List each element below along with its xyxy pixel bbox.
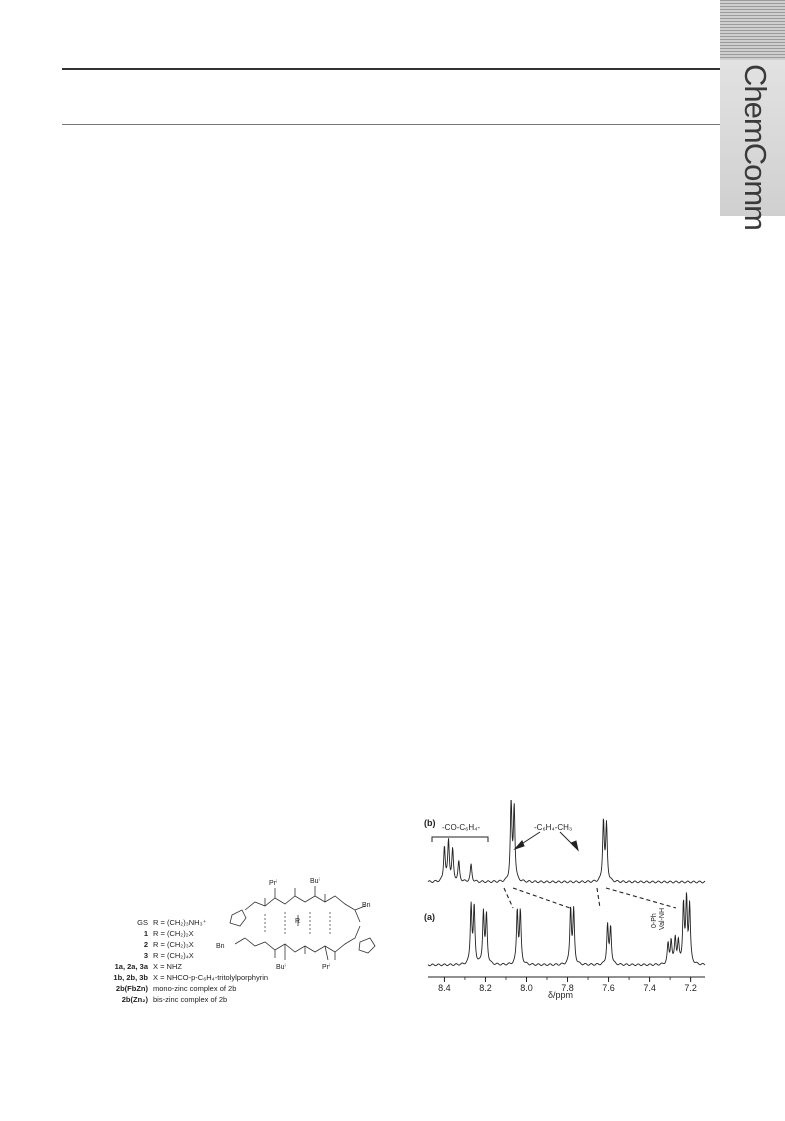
x-axis-tick-label: 7.6	[602, 983, 615, 993]
series-label-a: (a)	[424, 912, 435, 922]
annotation-o-ph: 0-Ph	[651, 913, 658, 928]
legend-row: GS R = (CH₂)₃NH₃⁺	[137, 918, 207, 927]
spectrum-trace-b	[428, 800, 705, 883]
annotation-val-nh: Val-NH	[659, 907, 666, 930]
legend-row: 1a, 2a, 3a X = NHZ	[114, 962, 182, 971]
label-bn-left: Bn	[216, 943, 225, 950]
legend-row: 2 R = (CH₂)₃X	[143, 940, 194, 949]
nmr-spectra-chart	[420, 800, 710, 1030]
header-rule-bottom	[62, 124, 720, 125]
label-bn-right: Bn	[362, 902, 371, 909]
correlation-line-1	[504, 888, 513, 908]
correlation-line-4	[606, 888, 676, 908]
nmr-figure	[420, 800, 710, 1030]
x-axis-tick-label: 7.2	[684, 983, 697, 993]
co-bracket	[432, 837, 488, 842]
x-axis-tick-label: 7.4	[643, 983, 656, 993]
series-label-b: (b)	[424, 818, 436, 828]
journal-name: ChemComm	[738, 64, 773, 230]
legend-row: 1b, 2b, 3b X = NHCO-p-C₆H₄-tritolylporphyrin	[113, 973, 269, 982]
compound-legend	[80, 917, 280, 1005]
correlation-line-3	[597, 888, 600, 908]
arrow-right-head	[571, 841, 578, 850]
label-pr-top: Prⁱ	[269, 880, 278, 887]
label-pr-bottom: Prⁱ	[322, 964, 331, 971]
legend-row: 2b(Zn₂) bis-zinc complex of 2b	[121, 995, 228, 1004]
legend-row: 1 R = (CH₂)₂X	[143, 929, 194, 938]
label-r-center: R	[295, 918, 301, 925]
label-bu-bottom: Buⁱ	[276, 964, 286, 971]
arrow-left-head	[515, 841, 524, 849]
structure-figure	[80, 860, 380, 1030]
x-axis-tick-label: 8.4	[438, 983, 451, 993]
x-axis-tick-label: 8.2	[479, 983, 492, 993]
x-axis-tick-label: 8.0	[520, 983, 533, 993]
x-axis-tick-label: 7.8	[561, 983, 574, 993]
correlation-line-2	[513, 888, 570, 908]
legend-row: 3 R = (CH₂)₄X	[143, 951, 194, 960]
legend-row: 2b(FbZn) mono-zinc complex of 2b	[115, 984, 237, 993]
annotation-c6h4-ch3: -C₆H₄-CH₃	[534, 823, 573, 832]
annotation-co-c6h4: -CO-C₆H₄-	[442, 823, 481, 832]
header-rule-top	[62, 68, 720, 70]
label-bu-top: Buⁱ	[310, 878, 320, 885]
x-axis-label: δ/ppm	[548, 990, 574, 1000]
